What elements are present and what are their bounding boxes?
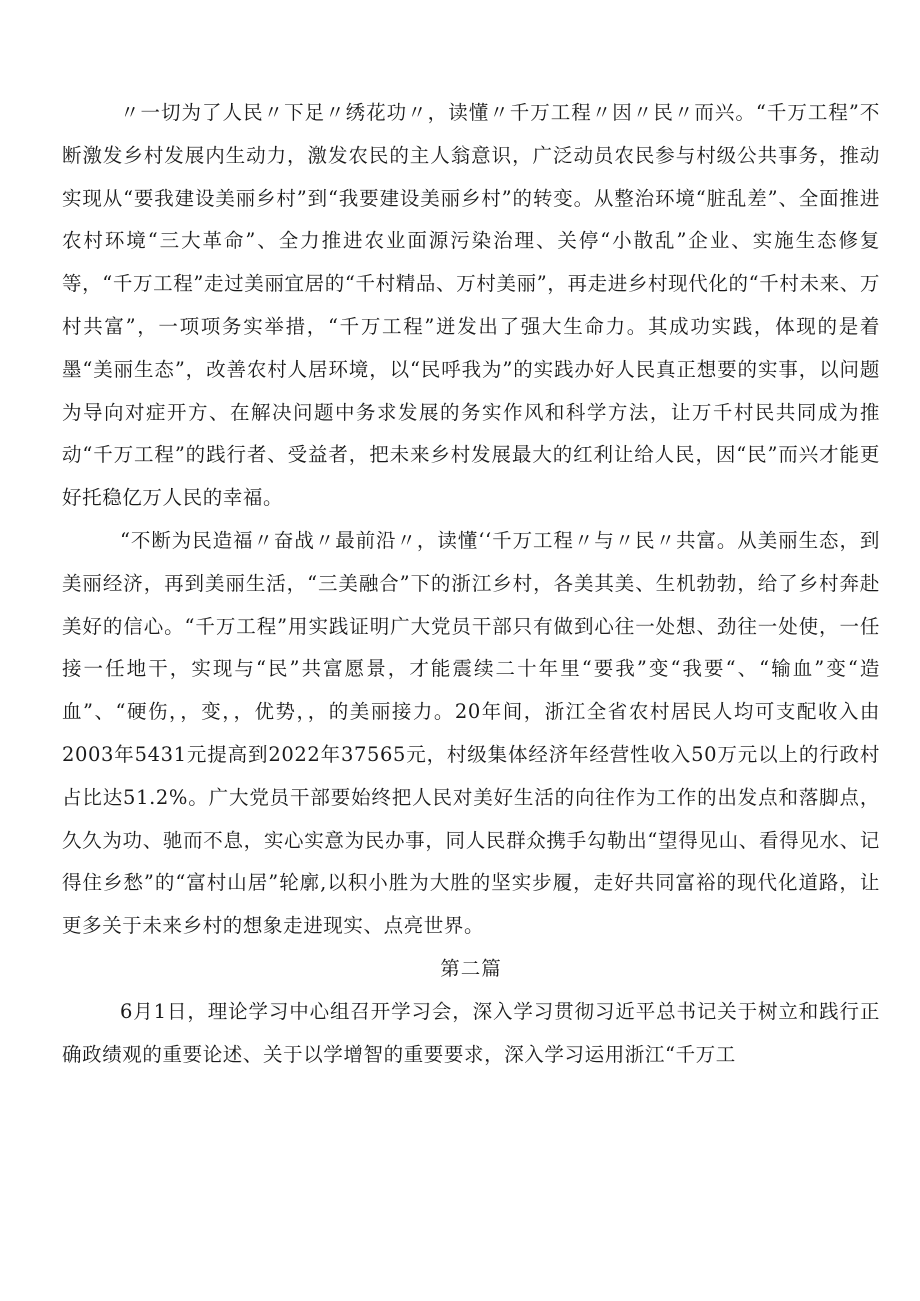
- section-heading: 第二篇: [440, 956, 502, 980]
- paragraph-3: 6月1日，理论学习中心组召开学习会，深入学习贯彻习近平总书记关于树立和践行正确政绩观的重要论述、关于以学增智的重要要求，深入学习运用浙江“千万工: [62, 999, 880, 1066]
- paragraph-2: “不断为民造福〃奋战〃最前沿〃，读懂‘‘千万工程〃与〃民〃共富。从美丽生态，到美丽经济，再到美丽生活，“三美融合”下的浙江乡村，各美其美、生机勃勃，给了乡村奔赴美好的信心。“千万工程”用实践证明广大党员干部只有做到心往一处想、劲往一处使，一任接一任地干，实现与“民”共富愿景，才能震续二十年里“要我”变“我要“、“输血”变“造血”、“硬伤，，变，，优势，，的美丽接力。20年间，浙江全省农村居民人均可支配收入由2003年5431元提高到2022年37565元，村级集体经济年经营性收入50万元以上的行政村占比达51.2%。广大党员干部要始终把人民对美好生活的向往作为工作的出发点和落脚点，久久为功、驰而不息，实心实意为民办事，同人民群众携手勾勒出“望得见山、看得见水、记得住乡愁”的“富村山居”轮廓,以积小胜为大胜的坚实步履，走好共同富裕的现代化道路，让更多关于未来乡村的想象走进现实、点亮世界。: [62, 528, 880, 938]
- document-page: [62, 92, 880, 1076]
- paragraph-1: 〃一切为了人民〃下足〃绣花功〃，读懂〃千万工程〃因〃民〃而兴。“千万工程”不断激发乡村发展内生动力，激发农民的主人翁意识，广泛动员农民参与村级公共事务，推动实现从“要我建设美丽乡村”到“我要建设美丽乡村”的转变。从整治环境“脏乱差”、全面推进农村环境“三大革命”、全力推进农业面源污染治理、关停“小散乱”企业、实施生态修复等，“千万工程”走过美丽宜居的“千村精品、万村美丽”，再走进乡村现代化的“千村未来、万村共富”，一项项务实举措，“千万工程”迸发出了强大生命力。其成功实践，体现的是着墨“美丽生态”，改善农村人居环境，以“民呼我为”的实践办好人民真正想要的实事，以问题为导向对症开方、在解决问题中务求发展的务实作风和科学方法，让万千村民共同成为推动“千万工程”的践行者、受益者，把未来乡村发展最大的红利让给人民，因“民”而兴才能更好托稳亿万人民的幸福。: [62, 101, 880, 510]
